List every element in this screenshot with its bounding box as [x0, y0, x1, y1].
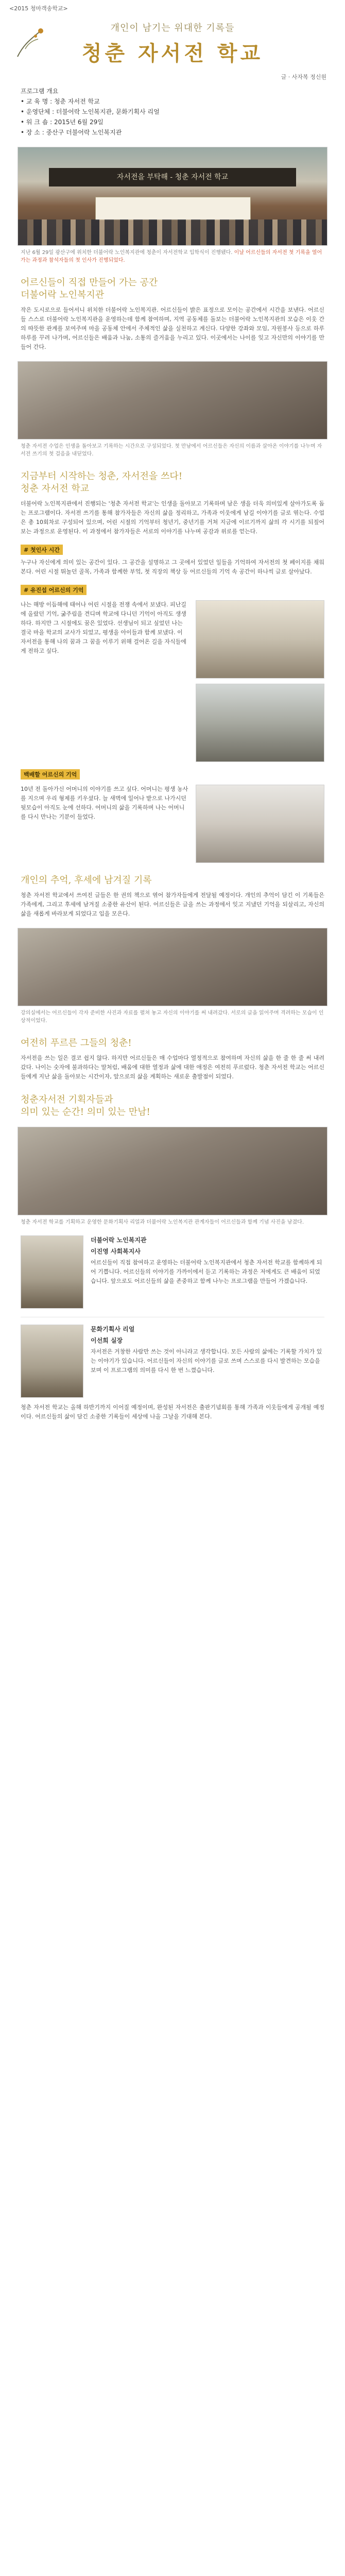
info-line: • 워 크 숍 : 2015년 6월 29일	[21, 118, 104, 126]
program-info	[0, 86, 345, 143]
story-images	[196, 600, 324, 762]
section-title: 어르신들이 직접 만들어 가는 공간 더불어락 노인복지관	[21, 277, 158, 300]
story-grid	[0, 598, 345, 766]
photo-caption: 강의실에서는 어르신들이 각자 준비한 사진과 자료를 펼쳐 놓고 자신의 이야기를 써 내려갔다. 서로의 글을 읽어주며 격려하는 모습이 인상적이었다.	[21, 1010, 324, 1024]
story-image	[196, 684, 324, 762]
photo-caption: 청춘 자서전 수업은 인생을 돌아보고 기록하는 시간으로 구성되었다. 첫 만남에서 어르신들은 자신의 이름과 살아온 이야기를 나누며 자서전 쓰기의 첫 걸음을 내딛었다.	[21, 444, 322, 457]
section-photo	[18, 361, 327, 439]
profile-body: 어르신들이 직접 참여하고 운영하는 더불어락 노인복지관에서 청춘 자서전 학교를 함께하게 되어 기쁩니다. 어르신들의 이야기를 가까이에서 듣고 기록하는 과정은 저에게도 큰 배움이 되었습니다. 앞으로도 어르신들의 삶을 존중하고 함께 나누는 프로그램을 만들어 가겠습니다.	[91, 1259, 322, 1284]
story-grid	[0, 783, 345, 867]
info-line: • 장 소 : 중산구 더불어락 노인복지관	[21, 129, 122, 136]
section-title: 청춘자서전 기획자들과 의미 있는 순간! 의미 있는 만남!	[21, 1094, 150, 1117]
profile-text	[91, 1325, 324, 1375]
byline: 글 · 사자복 정신원	[281, 74, 326, 80]
section-title: 개인의 추억, 후세에 남겨질 기록	[21, 875, 152, 886]
page-title: 청춘 자서전 학교	[81, 41, 264, 65]
section-body: 더불어락 노인복지관에서 진행되는 '청춘 자서전 학교'는 인생을 돌아보고 기록하며 남은 생을 더욱 의미있게 살아가도록 돕는 프로그램이다. 자서전 쓰기를 통해 참가자들은 자신의 삶을 정리하고, 가족과 이웃에게 남길 이야기를 글로 엮는다. 수업은 총 10회차로 구성되어 있으며, 어린 시절의 기억부터 청년기, 중년기를 거쳐 지금에 이르기까지 삶의 각 시기를 되짚어 보는 과정으로 운영된다. 이 과정에서 참가자들은 서로의 이야기를 나누며 공감과 위로를 얻는다.	[21, 500, 324, 535]
info-line: 프로그램 개요	[21, 88, 59, 95]
photo-people	[18, 219, 327, 245]
profile-name: 문화기획사 리얼	[91, 1326, 135, 1333]
photo-banner	[95, 197, 251, 221]
profile-role: 이선희 실장	[91, 1337, 123, 1344]
title-block	[0, 14, 345, 71]
profile-body: 자서전은 거창한 사람만 쓰는 것이 아니라고 생각합니다. 모든 사람의 삶에는 기록할 가치가 있는 이야기가 있습니다. 어르신들이 자신의 이야기를 글로 쓰며 스스로를 다시 발견하는 모습을 보며 이 프로그램의 의미를 다시 한 번 느꼈습니다.	[91, 1348, 322, 1374]
profile-card	[0, 1320, 345, 1403]
photo-caption	[0, 248, 345, 269]
story-image	[196, 600, 324, 679]
highlight-label: 백배할 어르신의 기억	[21, 769, 80, 779]
opening-photo	[18, 147, 327, 246]
highlight-label: # 유진섭 어르신의 기억	[21, 585, 87, 595]
story-text: 10년 전 돌아가신 어머니의 이야기를 쓰고 싶다. 어머니는 평생 농사를 지으며 우리 형제를 키우셨다. 늘 새벽에 일어나 밭으로 나가시던 뒷모습이 아직도 눈에 선하다. 어머니의 삶을 기록하며 나는 어머니를 다시 만나는 기분이 들었다.	[21, 786, 188, 820]
profile-name: 더불어락 노인복지관	[91, 1236, 147, 1244]
highlight-label: # 첫인사 시간	[21, 545, 63, 555]
info-line: • 운영단체 : 더불어락 노인복지관, 문화기획사 리얼	[21, 108, 160, 115]
caption-text: 지난 6월 29일 광산구에 위치한 더불어락 노인복지관에 청춘이 자서전학교 입학식이 진행됐다.	[21, 250, 234, 256]
photo-caption: 청춘 자서전 학교를 기획하고 운영한 문화기획사 리얼과 더불어락 노인복지관 관계자들이 어르신들과 함께 기념 사진을 남겼다.	[21, 1219, 304, 1225]
profile-text	[91, 1235, 324, 1286]
header-tag: <2015 청마객송학교>	[9, 5, 68, 12]
info-line: • 교 육 명 : 청춘 자서전 학교	[21, 98, 100, 105]
section-body: 자서전을 쓰는 일은 결코 쉽지 않다. 하지만 어르신들은 매 수업마다 열정적으로 참여하며 자신의 삶을 한 줄 한 줄 써 내려갔다. 나이는 숫자에 불과하다는 말처럼, 배움에 대한 열정과 삶에 대한 애정은 여전히 푸르렀다. 청춘 자서전 학교는 어르신들에게 지난 삶을 돌아보는 시간이자, 앞으로의 삶을 계획하는 새로운 출발점이 되었다.	[21, 1055, 324, 1080]
profile-card	[0, 1231, 345, 1314]
caption-highlight: 이날 어르신들의 자서전 첫 기록을 열어 가는 과정과 참석자들의 첫 인사가 진행되었다.	[21, 250, 322, 263]
profile-photo	[21, 1325, 83, 1398]
photo-sign: 자서전을 부탁해 - 청춘 자서전 학교	[49, 168, 296, 187]
section-photo	[18, 1127, 327, 1215]
ink-plant-icon	[12, 26, 48, 62]
section-title: 지금부터 시작하는 청춘, 자서전을 쓰다! 청춘 자서전 학교	[21, 471, 183, 494]
title-subtitle: 개인이 남기는 위대한 기록들	[110, 23, 235, 33]
story-image	[196, 785, 324, 863]
profile-photo	[21, 1235, 83, 1309]
section-photo	[18, 928, 327, 1006]
story-images	[196, 785, 324, 863]
profile-role: 이진영 사회복지사	[91, 1248, 141, 1255]
closing-text: 청춘 자서전 학교는 올해 하반기까지 이어질 예정이며, 완성된 자서전은 출판기념회를 통해 가족과 이웃들에게 공개될 예정이다. 어르신들의 삶이 담긴 소중한 기록들이 세상에 나올 그날을 기대해 본다.	[21, 1404, 324, 1420]
section-body: 작은 도시로으로 들어서니 위치한 더불어락 노인복지관. 어르신들이 밝은 표정으로 모이는 공간에서 시간을 보낸다. 어르신들 스스로 더불어락 노인복지관을 운영하는데 함께 참여하며, 지역 공동체를 돌보는 더불어락 노인복지관의 모습은 이웃 간의 따뜻한 관계를 보여주며 마을 공동체 안에서 주체적인 삶을 실천하고 계신다. 다양한 강좌와 모임, 자원봉사 등으로 하루하루를 꾸려 나가며, 어르신들은 배움과 나눔, 소통의 즐거움을 누리고 있다. 이곳에서는 나이를 잊고 자신만의 이야기를 만들어 간다.	[21, 307, 324, 350]
highlight-body: 누구나 자신에게 의미 있는 공간이 있다. 그 공간을 설명하고 그 곳에서 있었던 일들을 기억하여 자서전의 첫 페이지를 채워본다. 어린 시절 뛰놀던 골목, 가족과 함께한 부엌, 첫 직장의 책상 등 어르신들의 기억 속 공간이 하나씩 글로 살아났다.	[21, 559, 324, 575]
section-body: 청춘 자서전 학교에서 쓰여진 글들은 한 권의 책으로 엮어 참가자들에게 전달될 예정이다. 개인의 추억이 담긴 이 기록들은 가족에게, 그리고 후세에 남겨질 소중한 유산이 된다. 어르신들은 글을 쓰는 과정에서 잊고 지냈던 기억을 되살리고, 자신의 삶을 새롭게 바라보게 되었다고 입을 모은다.	[21, 892, 324, 917]
section-title: 여전히 푸르른 그들의 청춘!	[21, 1038, 132, 1048]
footer-space	[0, 1427, 345, 1437]
story-text: 나는 해방 이듬해에 태어나 어린 시절을 전쟁 속에서 보냈다. 피난길에 올랐던 기억, 굶주림을 견디며 학교에 다니던 기억이 아직도 생생하다. 하지만 그 시절에도 꿈은 있었다. 선생님이 되고 싶었던 나는 결국 마을 학교의 교사가 되었고, 평생을 아이들과 함께 보냈다. 이 자서전을 통해 나의 꿈과 그 꿈을 이루기 위해 걸어온 길을 자식들에게 전하고 싶다.	[21, 601, 186, 654]
